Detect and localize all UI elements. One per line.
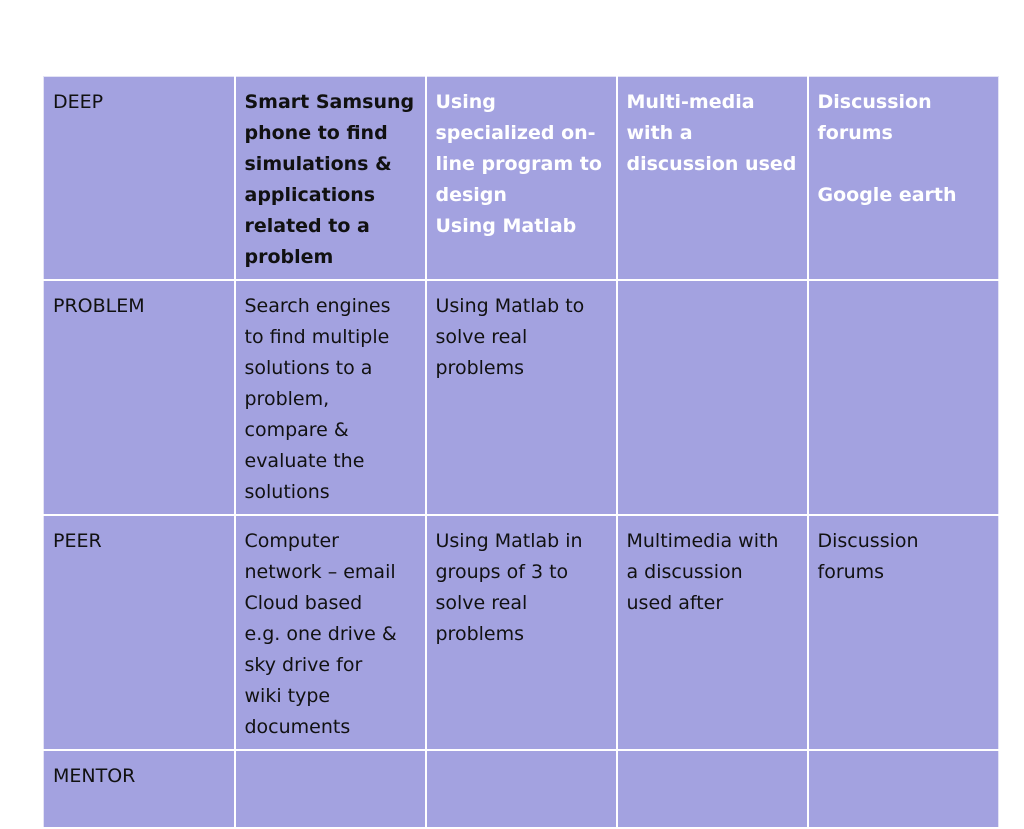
cell-line: simulations & [244,153,392,175]
cell-line: documents [244,716,351,738]
cell-line: Discussion [817,91,932,113]
cell-mentor-1 [235,750,426,828]
row-label-text: MENTOR [53,765,136,787]
matrix-table [43,76,999,829]
row-label-problem [44,280,235,515]
cell-line: Multi-media [626,91,755,113]
cell-line: applications [244,184,376,206]
cell-line: Google earth [817,184,957,206]
cell-line: Computer [244,530,339,552]
cell-line: solve real [435,592,528,614]
cell-line: compare & [244,419,349,441]
cell-line: solutions [244,481,330,503]
cell-line: a discussion [626,561,743,583]
cell-mentor-2 [426,750,617,828]
row-label-mentor [44,750,235,828]
cell-line: Using Matlab in [435,530,583,552]
table-row-deep [44,77,999,281]
cell-peer-2 [426,515,617,750]
cell-line: to find multiple [244,326,390,348]
cell-line: Using Matlab [435,215,577,237]
table-row-problem [44,280,999,515]
cell-peer-3 [617,515,808,750]
cell-deep-1 [235,77,426,281]
cell-problem-4 [808,280,999,515]
cell-line: problems [435,357,525,379]
cell-line: groups of 3 to [435,561,569,583]
cell-line: forums [817,561,885,583]
cell-mentor-3 [617,750,808,828]
cell-line: discussion used [626,153,797,175]
cell-peer-1 [235,515,426,750]
cell-line: used after [626,592,724,614]
cell-line: Using Matlab to [435,295,585,317]
cell-line: Cloud based [244,592,363,614]
cell-line: design [435,184,507,206]
cell-deep-2 [426,77,617,281]
row-label-text: PROBLEM [53,295,145,317]
row-label-text: PEER [53,530,102,552]
cell-peer-4 [808,515,999,750]
cell-line: sky drive for [244,654,363,676]
cell-deep-4 [808,77,999,281]
cell-line: problem [244,246,334,268]
row-label-peer [44,515,235,750]
cell-line: phone to find [244,122,388,144]
cell-line: problems [435,623,525,645]
cell-line: Discussion [817,530,919,552]
cell-problem-3 [617,280,808,515]
cell-line: with a [626,122,693,144]
cell-line: e.g. one drive & [244,623,397,645]
cell-line: solutions to a [244,357,373,379]
row-label-deep [44,77,235,281]
row-label-text: DEEP [53,91,104,113]
cell-problem-1 [235,280,426,515]
cell-line: specialized on- [435,122,596,144]
cell-line [818,149,990,180]
cell-line: Multimedia with [626,530,779,552]
cell-mentor-4 [808,750,999,828]
cell-deep-3 [617,77,808,281]
cell-line: Search engines [244,295,391,317]
cell-line: wiki type [244,685,331,707]
cell-line: problem, [244,388,330,410]
cell-line: Using [435,91,496,113]
cell-problem-2 [426,280,617,515]
table-row-mentor [44,750,999,828]
cell-line: forums [817,122,893,144]
cell-line: evaluate the [244,450,365,472]
cell-line: network – email [244,561,396,583]
cell-line: solve real [435,326,528,348]
cell-line: Smart Samsung [244,91,415,113]
cell-line: line program to [435,153,602,175]
cell-line: related to a [244,215,370,237]
table-row-peer [44,515,999,750]
